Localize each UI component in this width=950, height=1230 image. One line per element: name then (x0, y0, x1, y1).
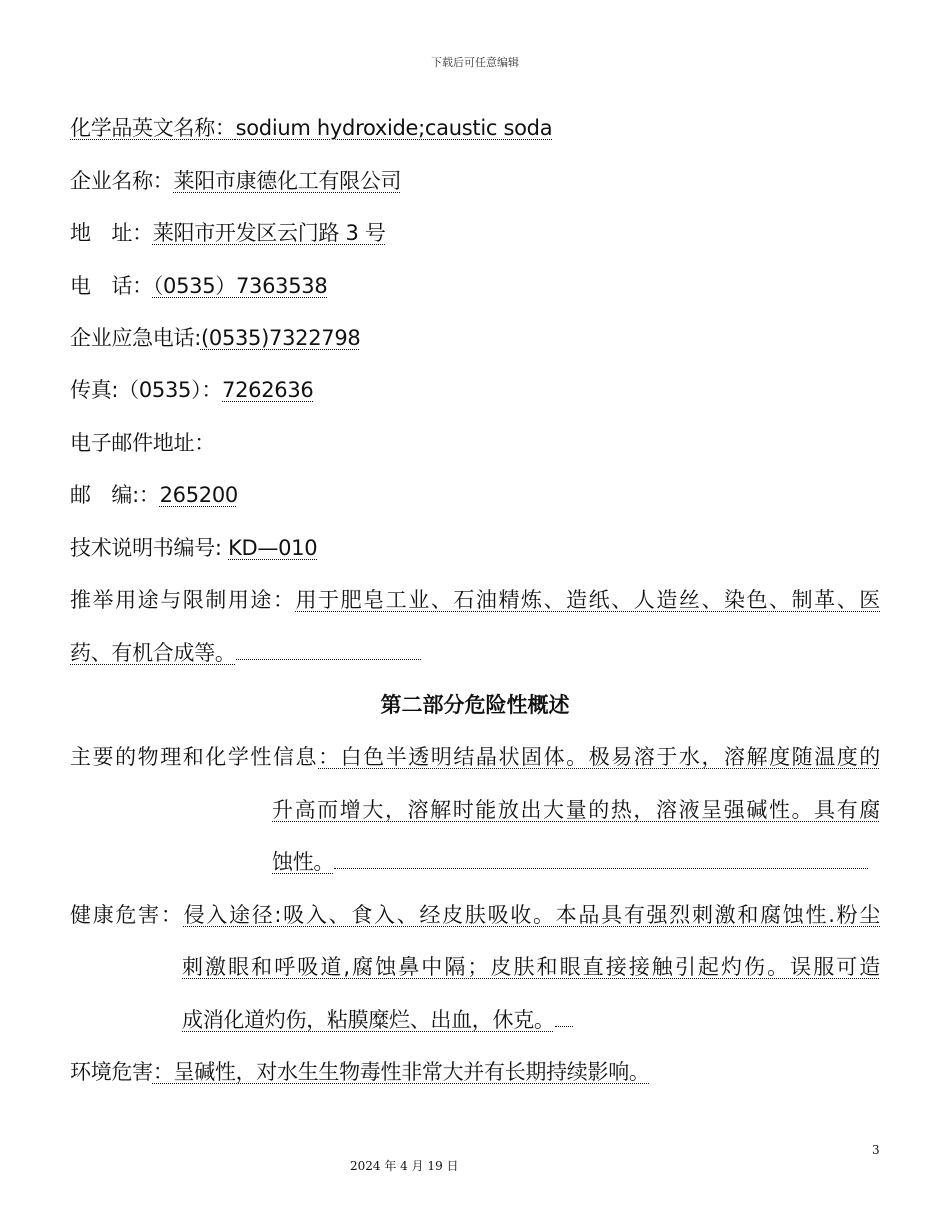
email-label: 电子邮件地址： (70, 431, 215, 455)
address-value: 莱阳市开发区云门路 3 号 (152, 221, 386, 245)
emergency-phone-row (70, 323, 360, 353)
phone-label: 电 话： (70, 274, 153, 298)
section-2-title: 第二部分危险性概述 (380, 693, 570, 717)
header-note: 下载后可任意编辑 (431, 56, 519, 69)
environment-label: 环境危害 (70, 1060, 153, 1084)
physchem-label: 主要的物理和化学性信息 (70, 745, 319, 769)
tech-sheet-label: 技术说明书编号: (70, 536, 222, 560)
address-label: 地 址： (70, 221, 153, 245)
address-row (70, 218, 386, 248)
fax-row (70, 375, 313, 405)
english-name-label: 化学品英文名称： (70, 116, 236, 140)
environment-value: ：呈碱性，对水生生物毒性非常大并有长期持续影响。 (152, 1060, 650, 1084)
postcode-value: 265200 (159, 483, 238, 507)
fax-value: 7262636 (222, 378, 314, 402)
phone-row (70, 271, 327, 301)
health-label: 健康危害： (70, 903, 184, 927)
health-row-2 (182, 952, 880, 982)
postcode-row (70, 480, 238, 510)
physchem-row-3 (272, 847, 868, 877)
english-name-row (70, 113, 552, 143)
phone-value: （0535）7363538 (152, 274, 328, 298)
tech-sheet-row (70, 533, 317, 563)
health-dotted-fill (555, 1025, 573, 1027)
health-line2: 刺激眼和呼吸道,腐蚀鼻中隔；皮肤和眼直接接触引起灼伤。误服可造 (182, 955, 880, 979)
emergency-phone-value: (0535)7322798 (200, 326, 361, 350)
fax-label: 传真:（0535）： (70, 378, 223, 402)
health-line3: 成消化道灼伤，粘膜糜烂、出血，休克。 (182, 1008, 555, 1032)
physchem-row-2 (272, 795, 880, 825)
usage-dotted-fill (236, 658, 421, 660)
usage-value-line2: 药、有机合成等。 (70, 641, 236, 665)
postcode-label: 邮 编:： (70, 483, 160, 507)
company-name-value: 莱阳市康德化工有限公司 (173, 169, 402, 193)
emergency-phone-label: 企业应急电话: (70, 326, 201, 350)
usage-continuation-row (70, 638, 421, 668)
company-name-label: 企业名称： (70, 169, 174, 193)
physchem-row (70, 742, 880, 772)
health-row (70, 900, 880, 930)
physchem-line1: ：白色半透明结晶状固体。极易溶于水，溶解度随温度的 (318, 745, 881, 769)
company-name-row (70, 166, 401, 196)
health-row-3 (182, 1005, 573, 1035)
email-row (70, 428, 215, 458)
english-name-value: sodium hydroxide;caustic soda (235, 116, 553, 140)
tech-sheet-value: KD—010 (228, 536, 318, 560)
footer-date: 2024 年 4 月 19 日 (350, 1159, 459, 1173)
environment-row (70, 1057, 650, 1087)
physchem-line2: 升高而增大，溶解时能放出大量的热，溶液呈强碱性。具有腐 (272, 798, 880, 822)
usage-label: 推举用途与限制用途： (70, 588, 296, 612)
health-line1: 侵入途径:吸入、食入、经皮肤吸收。本品具有强烈刺激和腐蚀性.粉尘 (183, 903, 881, 927)
physchem-line3: 蚀性。 (272, 850, 335, 874)
usage-row (70, 585, 880, 615)
physchem-dotted-fill (334, 867, 868, 869)
usage-value-line1: 用于肥皂工业、石油精炼、造纸、人造丝、染色、制革、医 (295, 588, 880, 612)
page-number: 3 (872, 1143, 880, 1157)
